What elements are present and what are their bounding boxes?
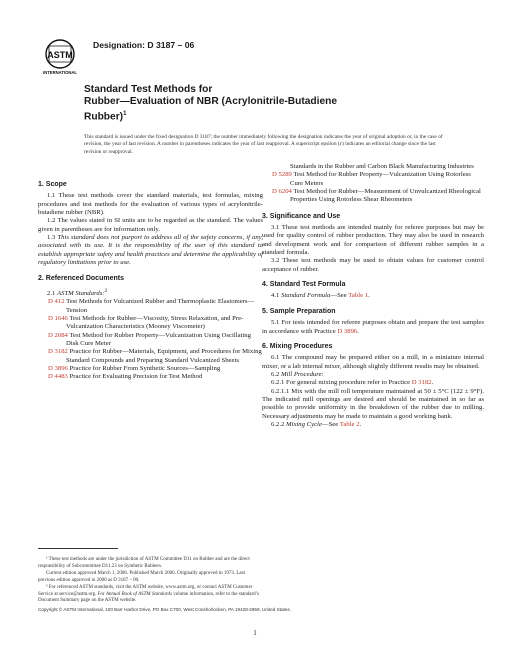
reference-item: D 4483 Practice for Evaluating Precision for Test Method xyxy=(48,373,203,381)
paragraph-1-2: 1.2 The values stated in SI units are to be regarded as the standard. The values given in parentheses are for information only. xyxy=(38,217,263,233)
left-column xyxy=(38,176,263,382)
footnote-rule xyxy=(38,548,118,549)
reference-link[interactable]: D 412 xyxy=(48,298,65,306)
svg-text:INTERNATIONAL: INTERNATIONAL xyxy=(43,70,77,75)
paragraph-2-1: 2.1 ASTM Standards:$^2$ xyxy=(47,287,108,298)
d3896-link[interactable]: D 3896 xyxy=(337,327,358,335)
title-line-1: Standard Test Methods for xyxy=(84,84,213,95)
footnote-1: ¹ These test methods are under the jurisdiction of ASTM Committee D11 on Rubber and are the direct responsibility of Subcommittee D11.23 on Synthetic Rubbers. xyxy=(38,557,250,569)
section-heading-scope: 1. Scope xyxy=(38,181,67,188)
reference-item: D 6204 Test Method for Rubber—Measurement of Unvulcanized Rheological Properties Using Rotorless Shear Rheometers xyxy=(272,188,481,204)
reference-item: D 3896 Practice for Rubber From Synthetic Sources—Sampling xyxy=(48,365,221,373)
reference-link[interactable]: D 4483 xyxy=(48,373,68,381)
reference-item: D 3182 Practice for Rubber—Materials, Equipment, and Procedures for Mixing Standard Compounds and Preparing Standard Vulcanized Sheets xyxy=(48,348,262,364)
paragraph-3-1: 3.1 These test methods are intended mainly for referee purposes but may be used for quality control of rubber production. They may also be used in research and development work and for comparison of different rubber samples in a standard formula. xyxy=(262,224,484,257)
d3182-link[interactable]: D 3182 xyxy=(411,379,432,387)
reference-continuation: Standards in the Rubber and Carbon Black Manufacturing Industries xyxy=(290,163,474,170)
right-column xyxy=(262,163,484,429)
title-footnote-mark: 1 xyxy=(123,111,127,117)
paragraph-6-2: 6.2 Mill Procedure: xyxy=(271,370,324,378)
paragraph-6-2-2: 6.2.2 Mixing Cycle—See Table 2. xyxy=(271,420,362,428)
section-heading-referenced-documents: 2. Referenced Documents xyxy=(38,275,124,283)
reference-item: D 412 Test Methods for Vulcanized Rubber and Thermoplastic Elastomers—Tension xyxy=(48,298,255,314)
reference-link[interactable]: D 5289 xyxy=(272,171,292,179)
section-heading-mixing-procedures: 6. Mixing Procedures xyxy=(262,342,333,350)
table-1-link[interactable]: Table 1 xyxy=(348,292,369,300)
copyright: Copyright © ASTM International, 100 Barr Harbor Drive, PO Box C700, West Conshohocken, PA 19428-2959, United States. xyxy=(38,607,291,612)
designation: Designation: D 3187 – 06 xyxy=(93,40,195,50)
reference-item: D 1646 Test Methods for Rubber—Viscosity, Stress Relaxation, and Pre-Vulcanization Characteristics (Mooney Viscometer) xyxy=(48,315,244,331)
svg-text:ASTM: ASTM xyxy=(47,50,73,60)
title-line-3: Rubber)$^1$ xyxy=(84,111,127,123)
reference-link[interactable]: D 3896 xyxy=(48,365,68,373)
paragraph-4-1: 4.1 Standard Formula—See Table 1. xyxy=(271,292,370,300)
reference-link[interactable]: D 3182 xyxy=(48,348,68,356)
section-heading-sample-preparation: 5. Sample Preparation xyxy=(262,307,336,315)
reference-link[interactable]: D 6204 xyxy=(272,188,292,196)
paragraph-1-3: 1.3 This standard does not purport to address all of the safety concerns, if any, associated with its use. It is the responsibility of the user of this standard to establish appropriate safety and health practices and determine the applicability of regulatory limitations prior to use. xyxy=(38,234,263,267)
footnote-1b: Current edition approved March 1, 2006. Published March 2006. Originally approved in 1973. Last previous edition approved in 2000 as D 3187 – 00. xyxy=(38,571,245,583)
footnote-2: ² For referenced ASTM standards, visit the ASTM website, www.astm.org, or contact ASTM Customer Service at service@astm.org. For Annual Book of ASTM Standards volume information, refer to the standard’s Document Summary page on the ASTM website. xyxy=(38,585,260,603)
paragraph-6-2-1: 6.2.1 For general mixing procedure refer to Practice D 3182. xyxy=(271,379,434,387)
section-heading-significance: 3. Significance and Use xyxy=(262,212,341,220)
reference-link[interactable]: D 1646 xyxy=(48,315,68,323)
reference-item: D 2084 Test Method for Rubber Property—Vulcanization Using Oscillating Disk Cure Meter xyxy=(48,331,251,348)
table-2-link[interactable]: Table 2 xyxy=(339,420,360,428)
astm-logo xyxy=(40,38,84,76)
reference-item: D 5289 Test Method for Rubber Property—Vulcanization Using Rotorless Cure Meters xyxy=(272,171,471,187)
page-number: 1 xyxy=(253,629,257,637)
paragraph-6-1: 6.1 The compound may be prepared either on a mill, in a miniature internal mixer, or a lab internal mixer, although slightly different results may be obtained. xyxy=(262,354,484,370)
issuance-notice: This standard is issued under the fixed designation D 3187; the number immediately following the designation indicates the year of original adoption or, in the case of revision, the year of last revision. A number in parentheses indicates the year of last reapproval. A superscript epsilon (ε) indicates an editorial change since the last revision or reapproval. xyxy=(84,134,443,155)
section-heading-test-formula: 4. Standard Test Formula xyxy=(262,281,346,289)
title-line-2: Rubber—Evaluation of NBR (Acrylonitrile-Butadiene xyxy=(84,96,338,107)
paragraph-1-1: 1.1 These test methods cover the standard materials, test formulas, mixing procedures and test methods for the evaluation of various types of acrylonitrile-butadiene rubber (NBR). xyxy=(38,192,263,217)
footnotes xyxy=(38,548,263,606)
paragraph-3-2: 3.2 These test methods may be used to obtain values for customer control acceptance of rubber. xyxy=(262,257,484,273)
reference-link[interactable]: D 2084 xyxy=(48,331,68,339)
paragraph-5-1: 5.1 For tests intended for referee purposes obtain and prepare the test samples in accordance with Practice D 3896. xyxy=(262,319,484,335)
document-title xyxy=(84,84,464,123)
paragraph-6-2-1-1: 6.2.1.1 Mix with the mill roll temperature maintained at 50 ± 5°C (122 ± 9°F). The indicated mill openings are desired and should be maintained in so far as possible to provide uniformity in the breakdown of the rubber due to milling. Necessary adjustments may be made to maintain a good working bank. xyxy=(262,387,484,420)
